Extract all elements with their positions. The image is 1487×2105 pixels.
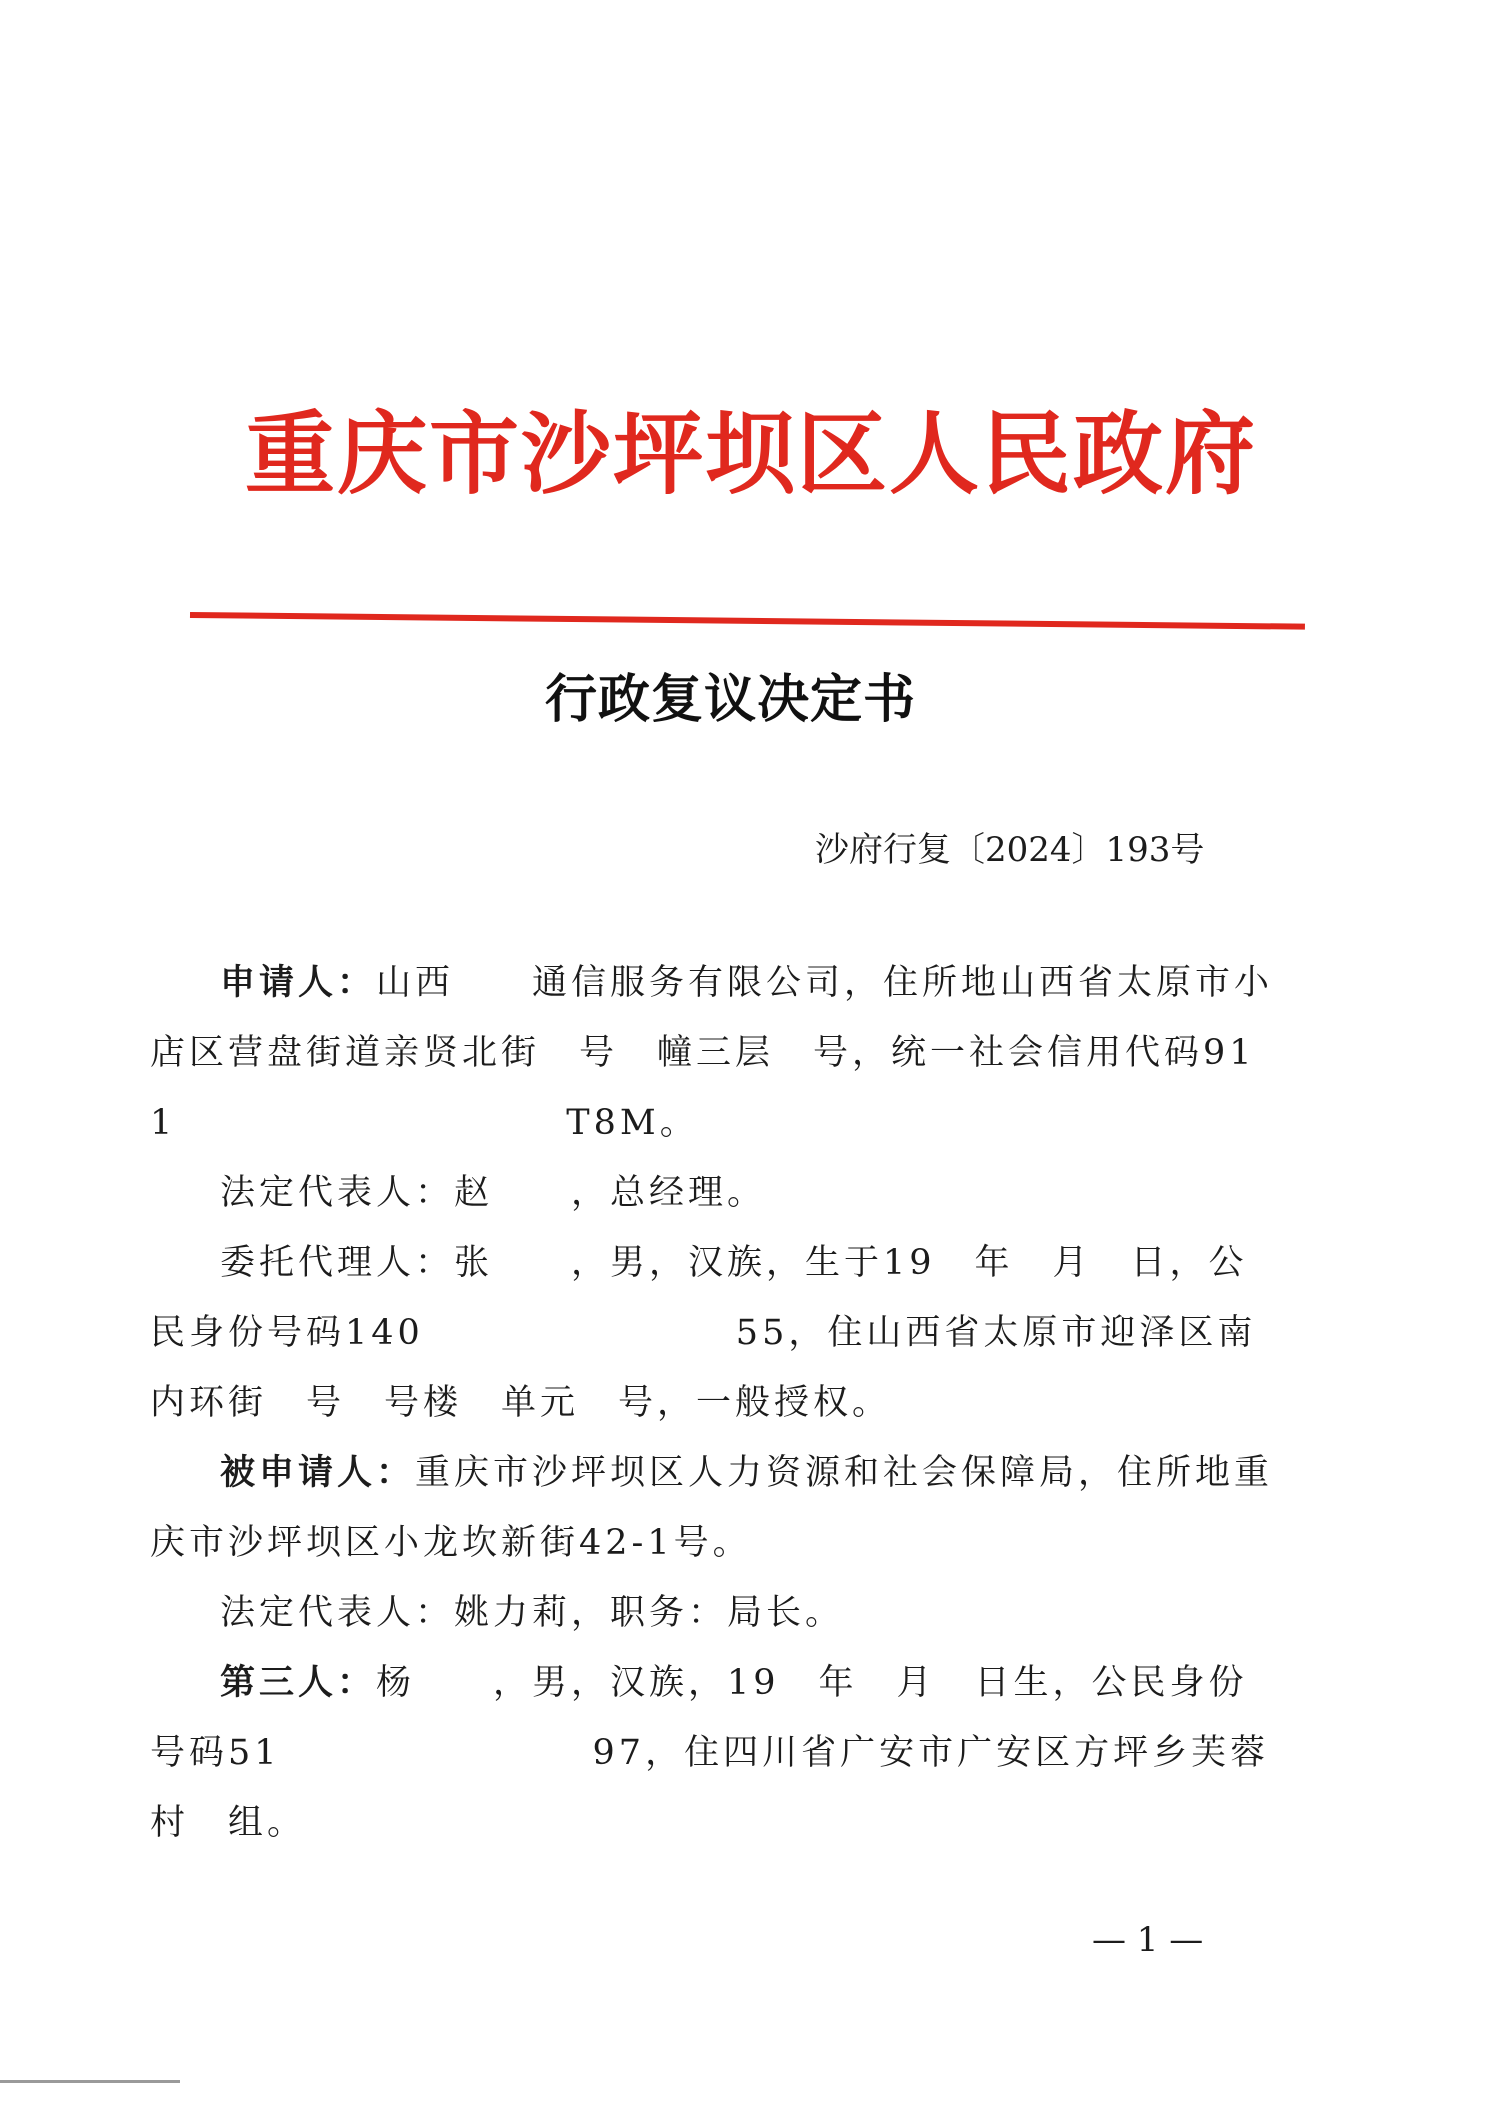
scan-edge-mark [0,2080,180,2083]
applicant-legal-representative-paragraph [150,1158,1280,1228]
document-title: 行政复议决定书 [545,670,917,730]
paragraph-text: 法定代表人：赵 ，总经理。 [220,1173,767,1213]
paragraph-label: 第三人： [220,1663,377,1703]
paragraph-text: 重庆市沙坪坝区人力资源和社会保障局，住所地重庆市沙坪坝区小龙坎新街42-1号。 [150,1453,1274,1563]
red-divider-line [190,612,1305,630]
paragraph-label: 被申请人： [220,1453,416,1493]
respondent-legal-representative-paragraph [150,1578,1280,1648]
document-number: 沙府行复〔2024〕193号 [815,830,1205,870]
paragraph-text: 杨 ，男，汉族，19 年 月 日生，公民身份号码51 97，住四川省广安市广安区方坪乡芙蓉村 组。 [150,1663,1270,1843]
applicant-paragraph [150,948,1280,1158]
page-number: — 1 — [1092,1920,1204,1960]
entrusted-agent-paragraph [150,1228,1280,1438]
respondent-paragraph [150,1438,1280,1578]
paragraph-text: 山西 通信服务有限公司，住所地山西省太原市小店区营盘街道亲贤北街 号 幢三层 号，统一社会信用代码911 T8M。 [150,963,1274,1143]
paragraph-label: 申请人： [220,963,377,1003]
paragraph-text: 委托代理人：张 ，男，汉族，生于19 年 月 日，公民身份号码140 55，住山西省太原市迎泽区南内环街 号 号楼 单元 号，一般授权。 [150,1243,1257,1423]
issuer-masthead: 重庆市沙坪坝区人民政府 [245,402,1257,507]
document-body [150,948,1280,1858]
third-party-paragraph [150,1648,1280,1858]
paragraph-text: 法定代表人：姚力莉，职务：局长。 [220,1593,845,1633]
